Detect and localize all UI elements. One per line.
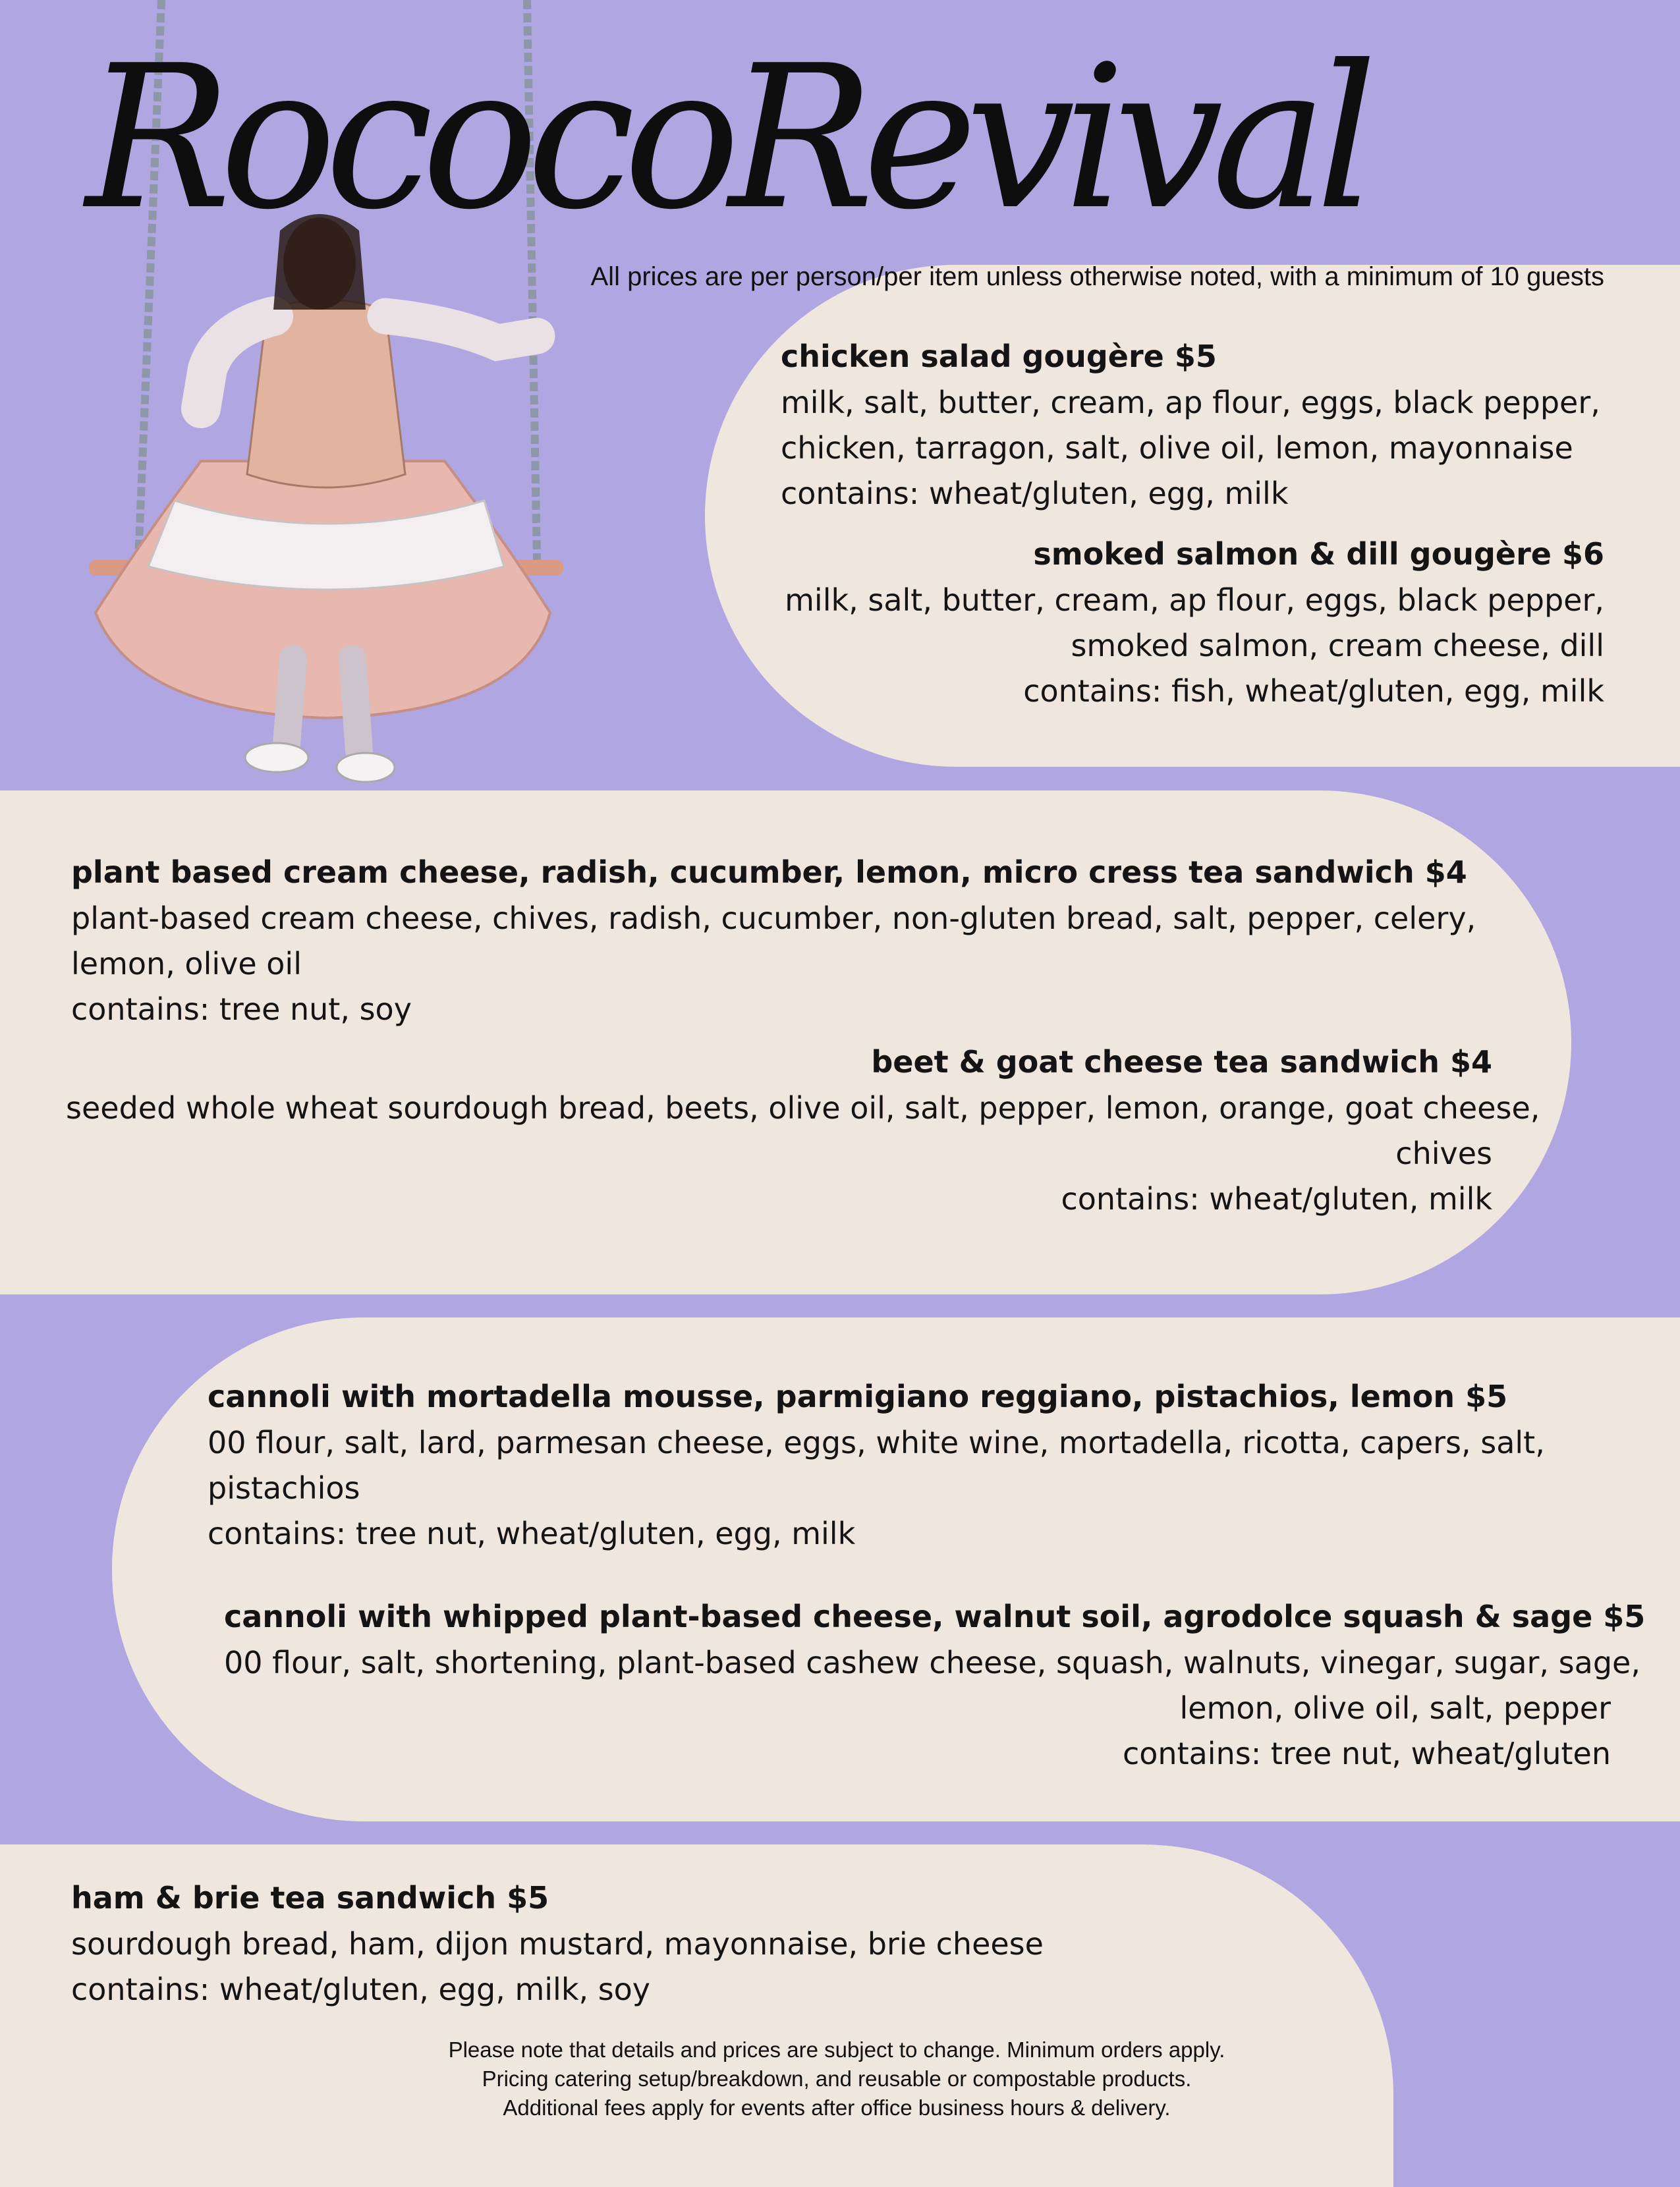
menu-item [777,530,1604,714]
item-name: smoked salmon & dill gougère $6 [1033,536,1604,572]
item-name: plant based cream cheese, radish, cucumber, lemon, micro cress tea sandwich $4 [71,854,1467,890]
item-name: cannoli with whipped plant-based cheese, walnut soil, agrodolce squash & sage $5 [224,1599,1646,1634]
item-allergens: contains: fish, wheat/gluten, egg, milk [1023,673,1604,709]
item-allergens: contains: tree nut, wheat/gluten, egg, milk [208,1516,856,1551]
item-name: cannoli with mortadella mousse, parmigiano reggiano, pistachios, lemon $5 [208,1379,1508,1414]
item-ingredients: 00 flour, salt, shortening, plant-based cashew cheese, squash, walnuts, vinegar, sugar, sage, [224,1645,1640,1680]
item-name: chicken salad gougère $5 [781,339,1217,374]
item-ingredients: lemon, olive oil [71,946,302,982]
footer-note: Additional fees apply for events after office business hours & delivery. [503,2095,1171,2120]
pricing-note: All prices are per person/per item unless otherwise noted, with a minimum of 10 guests [590,262,1604,291]
item-name: beet & goat cheese tea sandwich $4 [871,1044,1492,1080]
menu-item [66,1038,1540,1222]
item-allergens: contains: wheat/gluten, milk [1061,1181,1492,1217]
footer-note: Pricing catering setup/breakdown, and reusable or compostable products. [482,2066,1192,2091]
menu-item [224,1593,1646,1777]
item-ingredients: 00 flour, salt, lard, parmesan cheese, eggs, white wine, mortadella, ricotta, capers, salt, [208,1425,1545,1460]
item-name: ham & brie tea sandwich $5 [71,1880,549,1916]
item-ingredients: chicken, tarragon, salt, olive oil, lemon, mayonnaise [781,430,1573,466]
item-allergens: contains: tree nut, wheat/gluten [1122,1736,1611,1771]
menu-title: RococoRevival [86,23,1366,253]
item-ingredients: smoked salmon, cream cheese, dill [1071,628,1604,663]
item-allergens: contains: wheat/gluten, egg, milk [781,476,1289,511]
menu-item [208,1373,1545,1557]
menu-item [781,333,1600,516]
item-ingredients: sourdough bread, ham, dijon mustard, mayonnaise, brie cheese [71,1926,1044,1962]
item-ingredients: milk, salt, butter, cream, ap flour, eggs, black pepper, [785,582,1604,618]
item-allergens: contains: wheat/gluten, egg, milk, soy [71,1972,651,2007]
footer-note: Please note that details and prices are subject to change. Minimum orders apply. [448,2037,1225,2062]
item-ingredients: plant-based cream cheese, chives, radish, cucumber, non-gluten bread, salt, pepper, celery, [71,900,1476,936]
menu-item [71,1874,1044,2012]
menu-item [71,848,1476,1032]
item-ingredients: lemon, olive oil, salt, pepper [1179,1690,1611,1726]
footer-notes [369,2035,1304,2122]
item-ingredients: chives [1395,1136,1492,1171]
item-ingredients: milk, salt, butter, cream, ap flour, eggs, black pepper, [781,385,1600,420]
item-allergens: contains: tree nut, soy [71,991,412,1027]
item-ingredients: pistachios [208,1470,360,1506]
item-ingredients: seeded whole wheat sourdough bread, beets, olive oil, salt, pepper, lemon, orange, goat cheese, [66,1090,1540,1126]
